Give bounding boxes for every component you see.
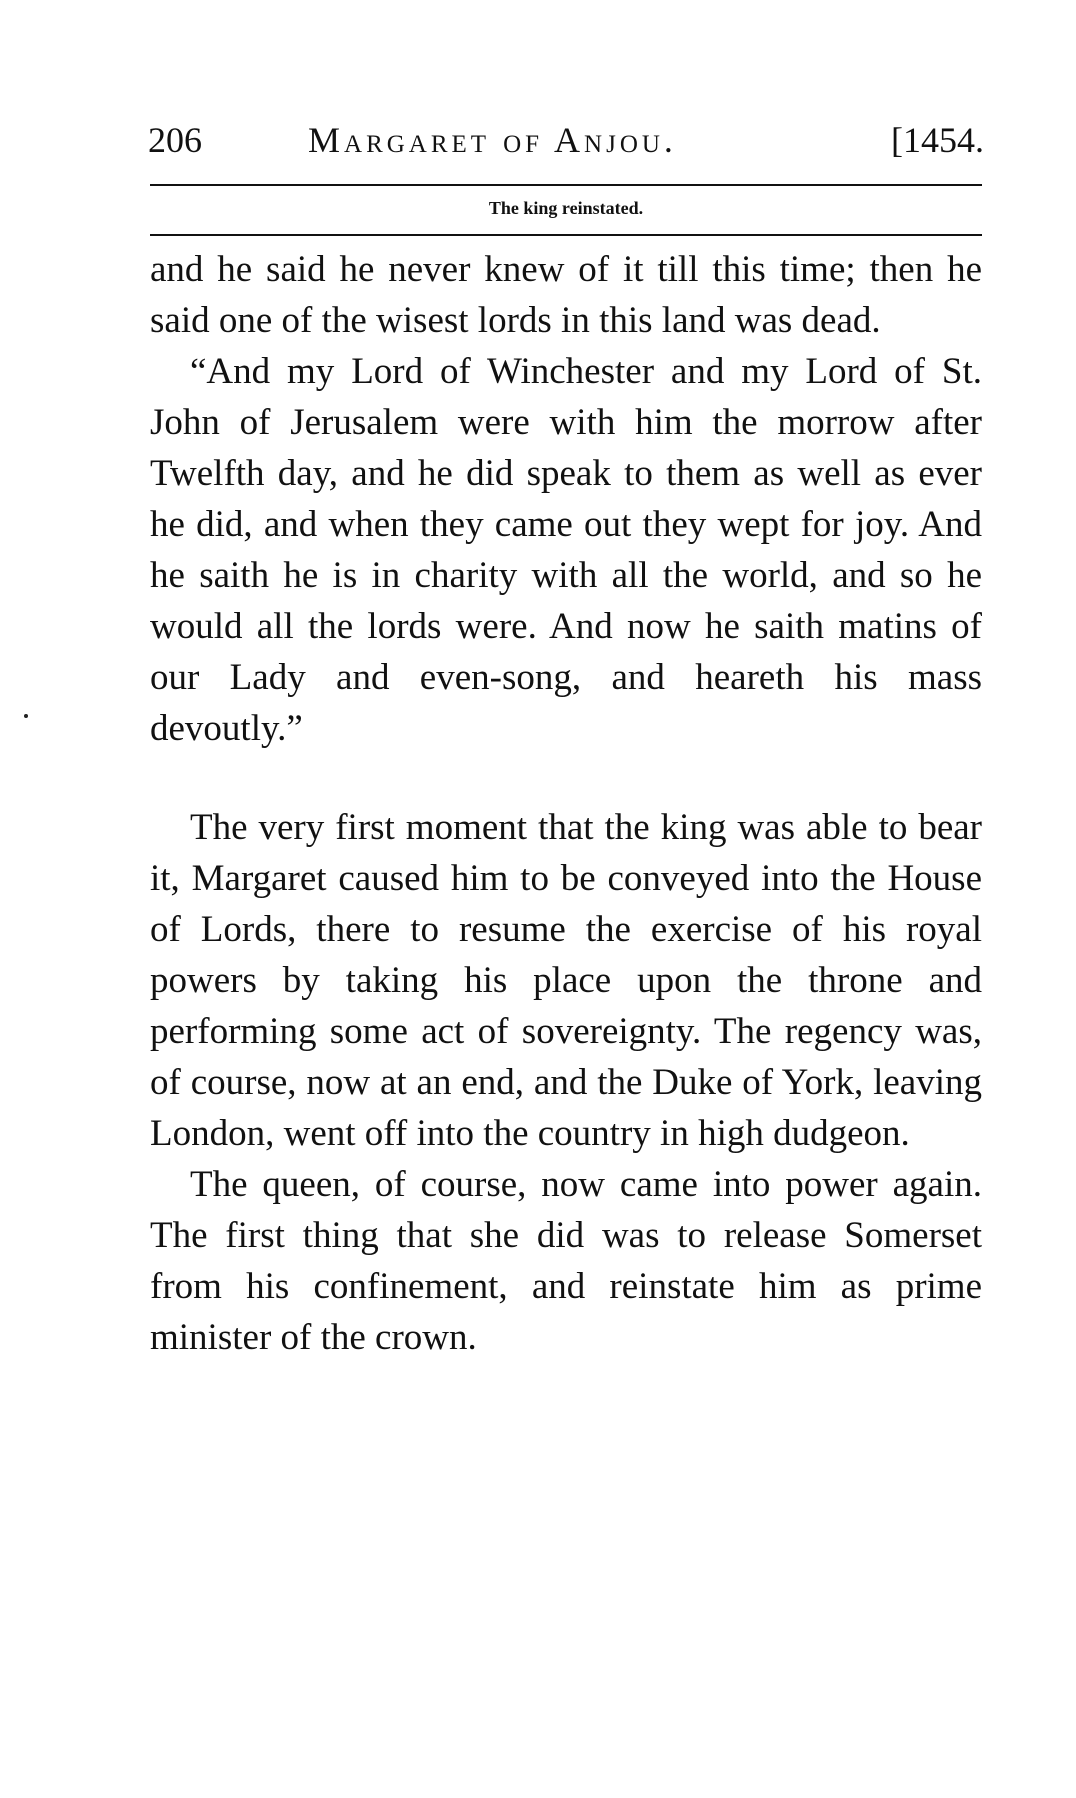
running-title: Margaret of Anjou. <box>308 120 677 160</box>
running-header <box>148 118 984 162</box>
paragraph-queen-power: The queen, of course, now came into power again. The first thing that she did was to release Somerset from his confinement, and reinstate him as prime minister of the crown. <box>150 1164 982 1358</box>
section-heading: The king reinstated. <box>488 198 644 218</box>
paragraph-king-conveyed: The very first moment that the king was able to bear it, Margaret caused him to be conveyed into the House of Lords, there to resume the exercise of his royal powers by taking his place upon the throne and performing some act of sovereignty. The regency was, of course, now at an end, and the Duke of York, leaving London, went off into the country in high dudgeon. <box>150 807 982 1154</box>
paragraph-continuation: and he said he never knew of it till this time; then he said one of the wisest lords in this land was dead. <box>150 249 982 341</box>
header-year: [1454. <box>891 120 984 160</box>
paragraph-quotation: “And my Lord of Winchester and my Lord of St. John of Jerusalem were with him the morrow after Twelfth day, and he did speak to them as well as ever he did, and when they came out they wept for joy. And he saith he is in charity with all the world, and so he would all the lords were. And now he saith matins of our Lady and even-song, and heareth his mass devoutly.” <box>150 351 982 749</box>
header-rule-bottom <box>150 234 982 236</box>
body-text <box>150 244 982 1363</box>
stray-ink-mark <box>24 714 28 718</box>
page-number: 206 <box>148 120 202 160</box>
header-rule-top <box>150 184 982 186</box>
